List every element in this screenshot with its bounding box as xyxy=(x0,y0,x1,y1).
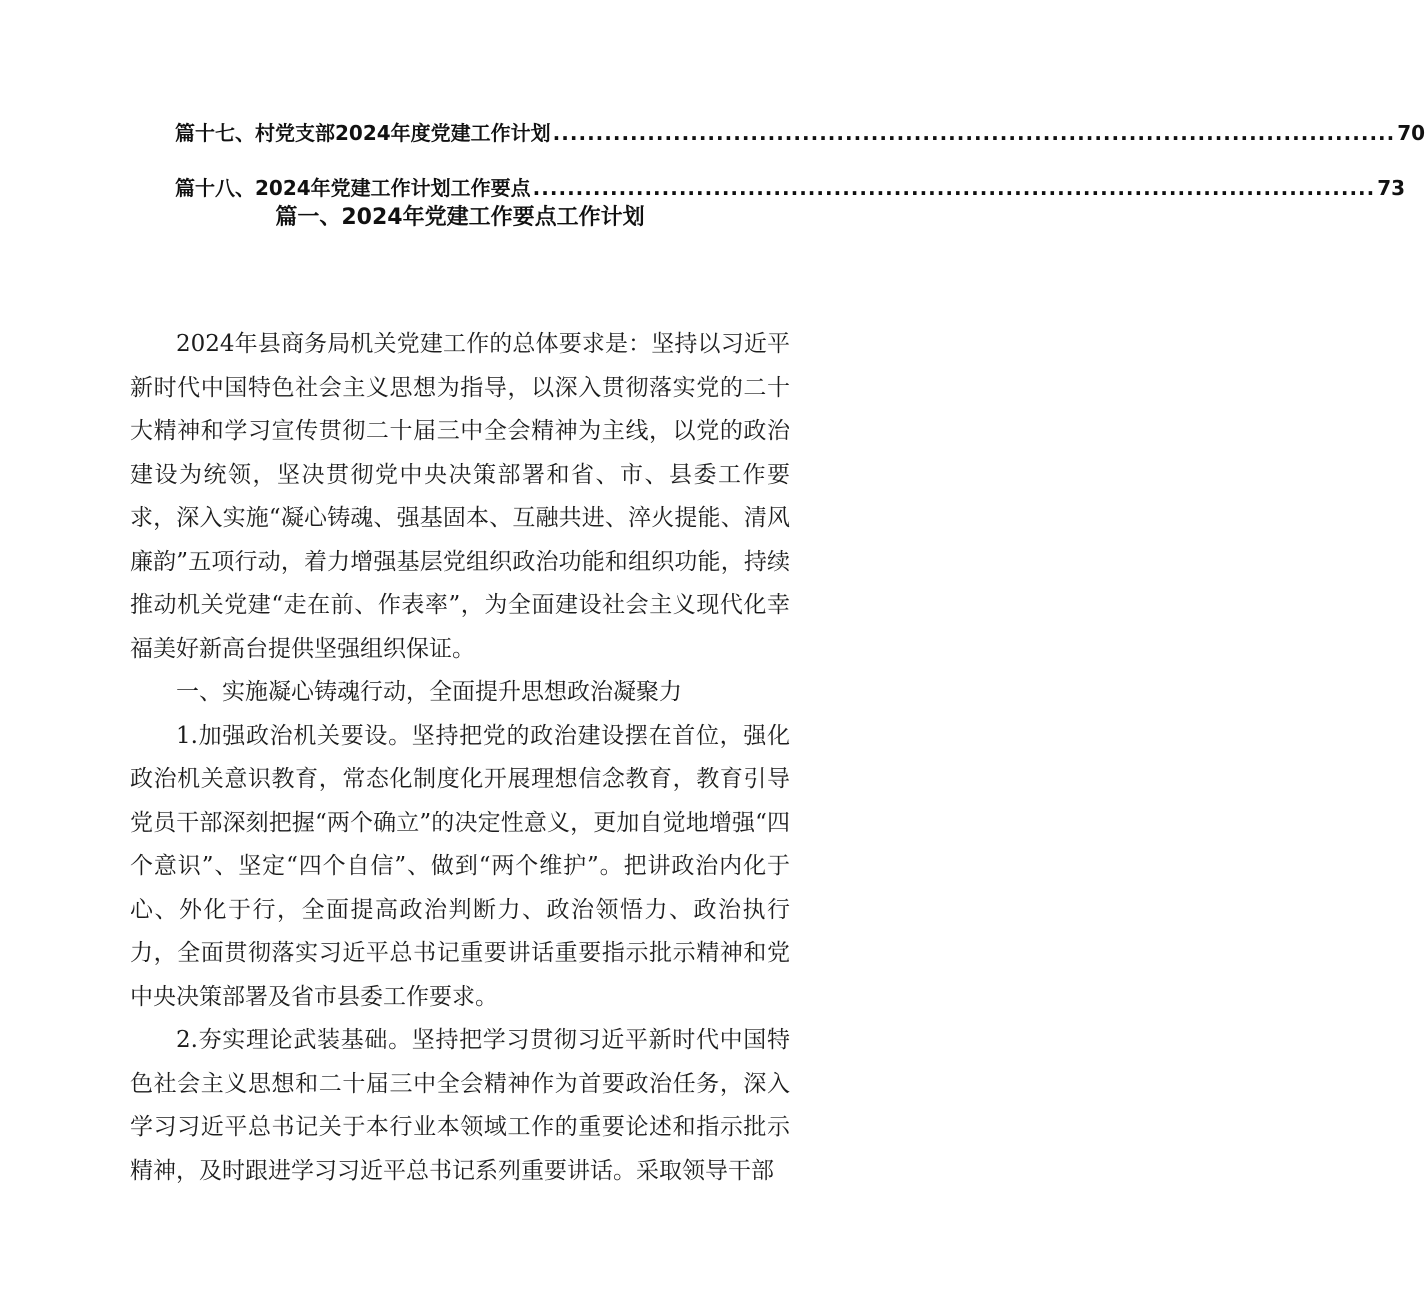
toc-entry-title: 篇十七、村党支部2024年度党建工作计划 xyxy=(175,121,551,145)
list-item-paragraph: 2.夯实理论武装基础。坚持把学习贯彻习近平新时代中国特色社会主义思想和二十届三中全会精神作为首要政治任务，深入学习习近平总书记关于本行业本领域工作的重要论述和指示批示精神，及时跟进学习习近平总书记系列重要讲话。采取领导干部 xyxy=(130,1027,790,1184)
section-heading: 一、实施凝心铸魂行动，全面提升思想政治凝聚力 xyxy=(176,679,682,705)
toc-entry[interactable] xyxy=(175,117,1425,146)
list-item-paragraph: 1.加强政治机关要设。坚持把党的政治建设摆在首位，强化政治机关意识教育，常态化制度化开展理想信念教育，教育引导党员干部深刻把握“两个确立”的决定性意义，更加自觉地增强“四个意识”、坚定“四个自信”、做到“两个维护”。把讲政治内化于心、外化于行，全面提高政治判断力、政治领悟力、政治执行力，全面贯彻落实习近平总书记重要讲话重要指示批示精神和党中央决策部署及省市县委工作要求。 xyxy=(130,722,790,1010)
document-heading: 篇一、2024年党建工作要点工作计划 xyxy=(275,205,645,230)
toc-leader-dots: .................................................................................................. xyxy=(552,121,1396,145)
toc-leader-dots: .................................................................................................. xyxy=(532,176,1376,200)
toc-entry[interactable] xyxy=(175,172,1406,201)
intro-paragraph: 2024年县商务局机关党建工作的总体要求是：坚持以习近平新时代中国特色社会主义思想为指导，以深入贯彻落实党的二十大精神和学习宣传贯彻二十届三中全会精神为主线，以党的政治建设为统领，坚决贯彻党中央决策部署和省、市、县委工作要求，深入实施“凝心铸魂、强基固本、互融共进、淬火提能、清风廉韵”五项行动，着力增强基层党组织政治功能和组织功能，持续推动机关党建“走在前、作表率”，为全面建设社会主义现代化幸福美好新高台提供坚强组织保证。 xyxy=(130,331,790,662)
toc-entry-page: 70 xyxy=(1397,121,1425,145)
toc-entry-title: 篇十八、2024年党建工作计划工作要点 xyxy=(175,176,531,200)
body-text xyxy=(130,323,790,1193)
toc-entry-page: 73 xyxy=(1377,176,1406,200)
